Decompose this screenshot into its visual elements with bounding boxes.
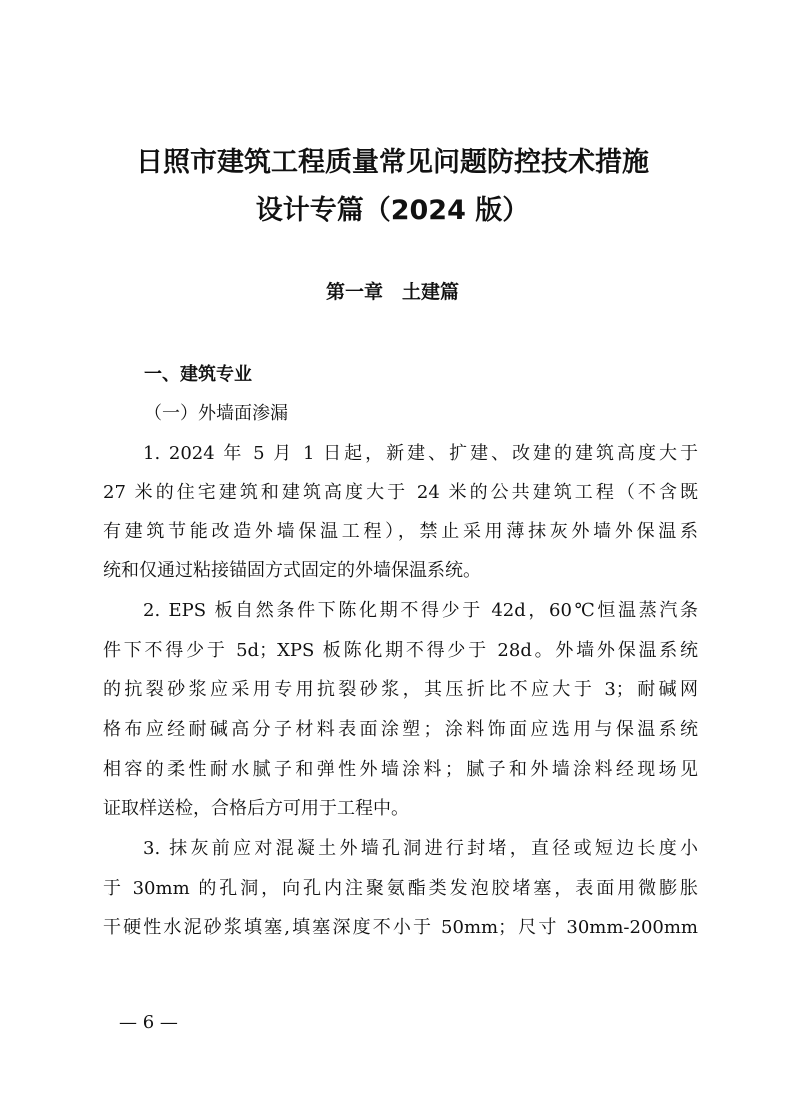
paragraph-2-line: 相容的柔性耐水腻子和弹性外墙涂料；腻子和外墙涂料经现场见 xyxy=(103,759,698,780)
paragraph-1-line: 27 米的住宅建筑和建筑高度大于 24 米的公共建筑工程（不含既 xyxy=(103,482,698,503)
subsection-heading: （一）外墙面渗漏 xyxy=(144,403,288,424)
document-title-line-2: 设计专篇（2024 版） xyxy=(255,195,530,226)
paragraph-2-line: 件下不得少于 5d；XPS 板陈化期不得少于 28d。外墙外保温系统 xyxy=(103,640,698,661)
paragraph-3-line: 3. 抹灰前应对混凝土外墙孔洞进行封堵，直径或短边长度小 xyxy=(143,838,698,859)
paragraph-1-line: 1. 2024 年 5 月 1 日起，新建、扩建、改建的建筑高度大于 xyxy=(143,443,698,464)
page-number: — 6 — xyxy=(119,1012,178,1033)
paragraph-1-line: 有建筑节能改造外墙保温工程），禁止采用薄抹灰外墙外保温系 xyxy=(103,521,698,542)
paragraph-3-line: 于 30mm 的孔洞，向孔内注聚氨酯类发泡胶堵塞，表面用微膨胀 xyxy=(103,878,698,899)
paragraph-2-line: 格布应经耐碱高分子材料表面涂塑；涂料饰面应选用与保温系统 xyxy=(103,719,698,740)
chapter-heading: 第一章 土建篇 xyxy=(325,281,459,303)
paragraph-2-line: 证取样送检，合格后方可用于工程中。 xyxy=(103,798,409,819)
document-title-line-1: 日照市建筑工程质量常见问题防控技术措施 xyxy=(136,147,649,178)
paragraph-2-line: 的抗裂砂浆应采用专用抗裂砂浆，其压折比不应大于 3；耐碱网 xyxy=(103,679,698,700)
paragraph-3-line: 干硬性水泥砂浆填塞,填塞深度不小于 50mm；尺寸 30mm-200mm xyxy=(103,917,698,938)
paragraph-1-line: 统和仅通过粘接锚固方式固定的外墙保温系统。 xyxy=(103,560,481,581)
paragraph-2-line: 2. EPS 板自然条件下陈化期不得少于 42d，60℃恒温蒸汽条 xyxy=(143,600,698,621)
section-heading: 一、建筑专业 xyxy=(144,364,252,385)
